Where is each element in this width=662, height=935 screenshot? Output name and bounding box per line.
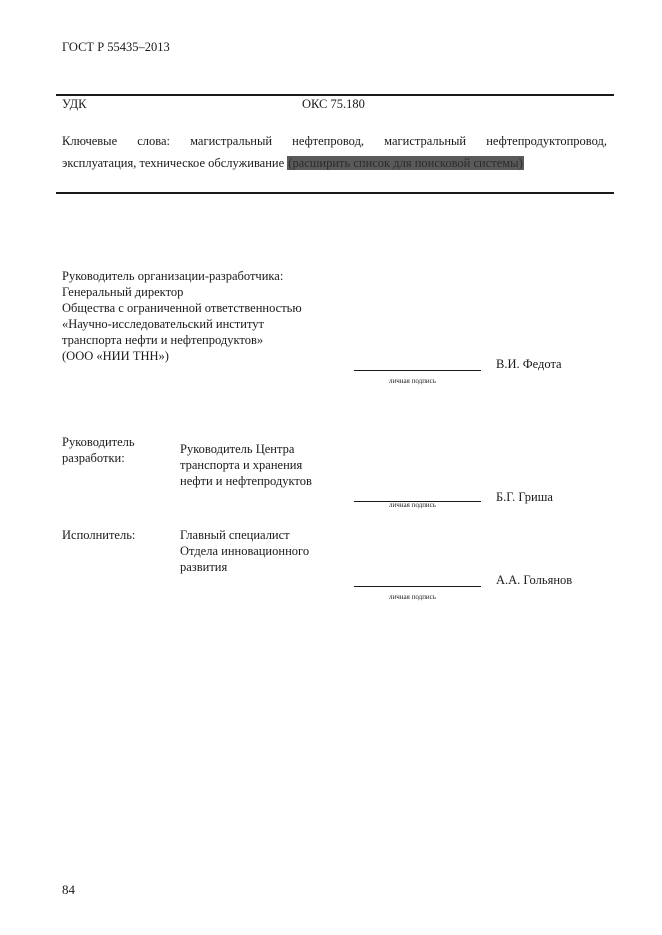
dev-head-role-line: Руководитель [62,435,135,449]
page-number: 84 [62,882,75,897]
org-head-line: Руководитель организации-разработчика: [62,269,284,283]
org-head-line: Генеральный директор [62,285,184,299]
keywords-line-2 [62,156,524,171]
signature-line-executor [354,586,481,587]
signature-line-org-head [354,370,481,371]
keywords-highlight: (расширить список для поисковой системы) [288,156,523,170]
executor-position-line: Отдела инновационного [180,544,310,558]
top-divider [56,94,614,96]
signature-caption: личная подпись [389,501,436,509]
oks-code: ОКС 75.180 [302,97,365,111]
org-head-line: транспорта нефти и нефтепродуктов» [62,333,264,347]
dev-head-role-line: разработки: [62,451,125,465]
executor-role: Исполнитель: [62,528,136,542]
dev-head-position-line: Руководитель Центра [180,442,295,456]
udk-label: УДК [62,97,87,111]
keywords-text: эксплуатация, техническое обслуживание [62,156,285,170]
org-head-name: В.И. Федота [496,357,562,371]
dev-head-position [180,441,312,489]
org-head-block [62,268,302,364]
dev-head-name: Б.Г. Гриша [496,490,553,504]
document-header-standard: ГОСТ Р 55435–2013 [62,40,170,54]
bottom-divider [56,192,614,194]
signature-caption: личная подпись [389,593,436,601]
executor-position-line: развития [180,560,228,574]
dev-head-role [62,434,135,466]
dev-head-position-line: нефти и нефтепродуктов [180,474,312,488]
executor-position-line: Главный специалист [180,528,290,542]
executor-position [180,527,309,575]
org-head-line: (ООО «НИИ ТНН») [62,349,169,363]
org-head-line: Общества с ограниченной ответственностью [62,301,302,315]
signature-caption: личная подпись [389,377,436,385]
dev-head-position-line: транспорта и хранения [180,458,303,472]
executor-name: А.А. Гольянов [496,573,573,587]
org-head-line: «Научно-исследовательский институт [62,317,264,331]
keywords-line-1: Ключевые слова: магистральный нефтепровод, магистральный нефтепродуктопровод, [62,134,607,148]
